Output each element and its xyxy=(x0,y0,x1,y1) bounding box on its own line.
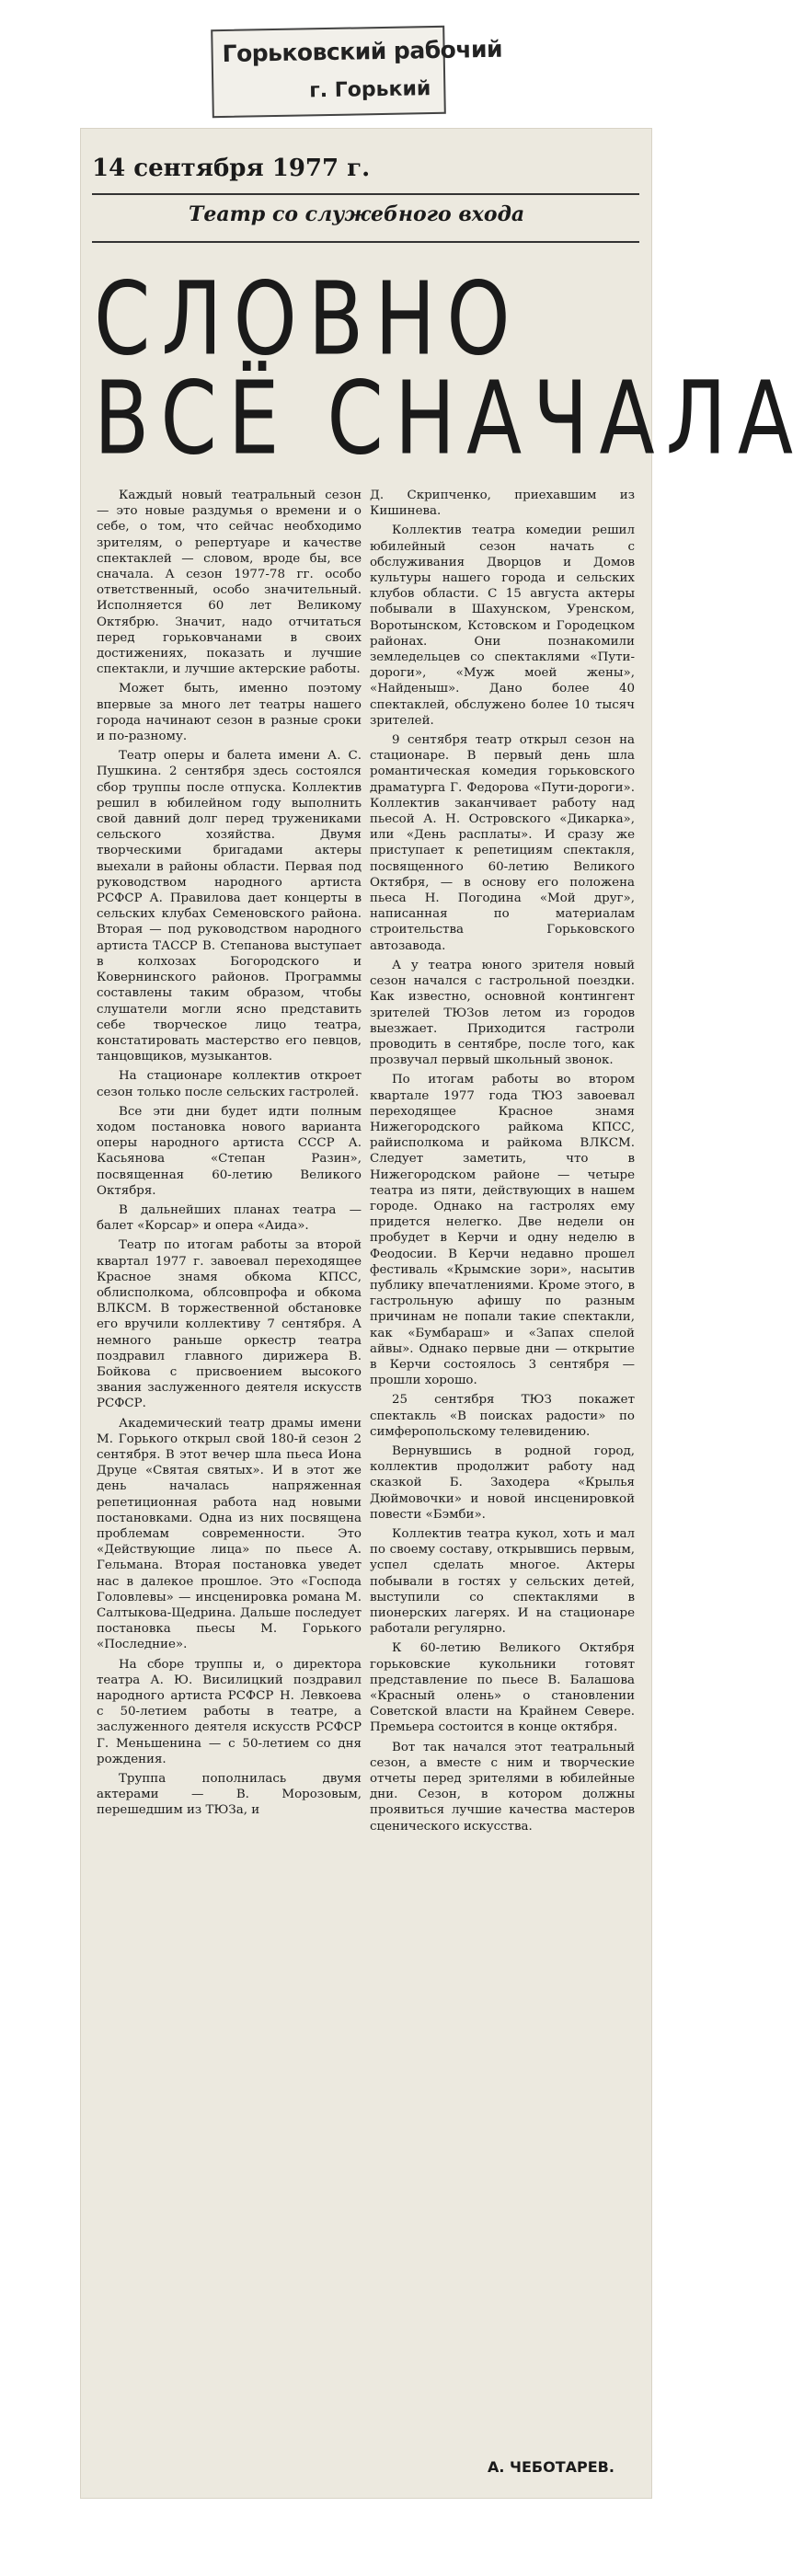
paragraph: Театр оперы и балета имени А. С. Пушкина. 2 сентября здесь состоялся сбор труппы после отпуска. Коллектив решил в юбилейном году выполнить свой давний долг перед тружениками сельского хозяйства. Двумя творческими бригадами актеры выехали в районы области. Первая под руководством народного артиста РСФСР А. Правилова дает концерты в сельских клубах Семеновского района. Вторая — под руководством народного артиста ТАССР В. Степанова выступает в колхозах Богородского и Ковернинского районов. Программы составлены таким образом, чтобы слушатели могли ясно представить себе творческое лицо театра, констатировать мастерство его певцов, танцовщиков, музыкантов. xyxy=(97,749,362,1064)
paragraph: А у театра юного зрителя новый сезон начался с гастрольной поездки. Как известно, основной контингент зрителей ТЮЗов летом из городов выезжает. Приходится гастроли проводить в сентябре, после того, как прозвучал первый школьный звонок. xyxy=(370,958,635,1068)
paragraph: 25 сентября ТЮЗ покажет спектакль «В поисках радости» по симферопольскому телевидению. xyxy=(370,1393,635,1439)
paragraph: Д. Скрипченко, приехавшим из Кишинева. xyxy=(370,489,635,519)
stamp-city: г. Горький xyxy=(309,77,431,103)
paragraph: К 60-летию Великого Октября горьковские кукольники готовят представление по пьесе В. Балашова «Красный олень» о становлении Советской власти на Крайнем Севере. Премьера состоится в конце октября. xyxy=(370,1641,635,1735)
article-title-line-2: ВСЁ СНАЧАЛА xyxy=(94,359,804,477)
paragraph: Коллектив театра комедии решил юбилейный сезон начать с обслуживания Дворцов и Домов культуры нашего города и сельских клубов области. С 15 августа актеры побывали в Шахунском, Уренском, Воротынском, Кстовском и Городецком районах. Они познакомили земледельцев со спектаклями «Пути-дороги», «Муж моей жены», «Найденыш». Дано более 40 спектаклей, обслужено более 10 тысяч зрителей. xyxy=(370,523,635,728)
paragraph: На стационаре коллектив откроет сезон только после сельских гастролей. xyxy=(97,1069,362,1099)
publication-date: 14 сентября 1977 г. xyxy=(92,155,371,182)
paragraph: Вот так начался этот театральный сезон, а вместе с ним и творческие отчеты перед зрителями в юбилейные дни. Сезон, в котором должны проявиться лучшие качества мастеров сценического искусства. xyxy=(370,1740,635,1834)
article-left-column xyxy=(97,488,362,1823)
article-title-line-1: СЛОВНО xyxy=(94,259,522,378)
paragraph: Вернувшись в родной город, коллектив продолжит работу над сказкой Б. Заходера «Крылья Дюймовочки» и новой инсценировкой повести «Бэмби». xyxy=(370,1443,635,1522)
rubric-rule xyxy=(92,241,639,243)
paragraph: Все эти дни будет идти полным ходом постановка нового варианта оперы народного артиста СССР А. Касьянова «Степан Разин», посвященная 60-летию Великого Октября. xyxy=(97,1104,362,1198)
paragraph: На сборе труппы и, о директора театра А. Ю. Висилицкий поздравил народного артиста РСФСР Н. Левкоева с 50-летием работы в театре, а заслуженного деятеля искусств РСФСР Г. Меньшенина — с 50-летием со дня рождения. xyxy=(97,1657,362,1766)
rubric-heading: Театр со служебного входа xyxy=(189,202,525,226)
stamp-newspaper-name: Горьковский рабочий xyxy=(222,35,503,68)
paragraph: Коллектив театра кукол, хоть и мал по своему составу, открывшись первым, успел сделать многое. Актеры побывали в гостях у сельских детей, выступили со спектаклями в пионерских лагерях. И на стационаре работали регулярно. xyxy=(370,1527,635,1637)
paragraph: Может быть, именно поэтому впервые за много лет театры нашего города начинают сезон в разные сроки и по-разному. xyxy=(97,682,362,744)
newspaper-stamp xyxy=(211,26,503,118)
paragraph: Академический театр драмы имени М. Горького открыл свой 180-й сезон 2 сентября. В этот вечер шла пьеса Иона Друце «Святая святых». И в этот же день началась напряженная репетиционная работа над новыми постановками. Одна из них посвящена проблемам современности. Это «Действующие лица» по пьесе А. Гельмана. Вторая постановка уведет нас в далекое прошлое. Это «Господа Головлевы» — инсценировка романа М. Салтыкова-Щедрина. Дальше последует постановка пьесы М. Горького «Последние». xyxy=(97,1416,362,1652)
top-rule xyxy=(92,193,639,195)
paragraph: 9 сентября театр открыл сезон на стационаре. В первый день шла романтическая комедия горьковского драматурга Г. Федорова «Пути-дороги». Коллектив заканчивает работу над пьесой А. Н. Островского «Дикарка», или «День расплаты». И сразу же приступает к репетициям спектакля, посвященного 60-летию Великого Октября, — в основу его положена пьеса Н. Погодина «Мой друг», написанная по материалам строительства Горьковского автозавода. xyxy=(370,733,635,953)
paragraph: В дальнейших планах театра — балет «Корсар» и опера «Аида». xyxy=(97,1202,362,1234)
paragraph: Театр по итогам работы за второй квартал 1977 г. завоевал переходящее Красное знамя обкома КПСС, облисполкома, облсовпрофа и обкома ВЛКСМ. В торжественной обстановке его вручили коллективу 7 сентября. А немного раньше оркестр театра поздравил главного дирижера В. Бойкова с присвоением высокого звания заслуженного деятеля искусств РСФСР. xyxy=(97,1238,362,1411)
paragraph: Труппа пополнилась двумя актерами — В. Морозовым, перешедшим из ТЮЗа, и xyxy=(97,1772,362,1818)
article-right-column xyxy=(370,488,635,1838)
paragraph: По итогам работы во втором квартале 1977 года ТЮЗ завоевал переходящее Красное знамя Нижегородского райкома КПСС, райисполкома и райкома ВЛКСМ. Следует заметить, что в Нижегородском районе — четыре театра из пяти, действующих в нашем городе. Однако на гастролях ему придется нелегко. Две недели он пробудет в Керчи и одну неделю в Феодосии. В Керчи недавно прошел фестиваль «Крымские зори», насытив публику впечатлениями. Кроме этого, в гастрольную афишу по разным причинам не попали такие спектакли, как «Бумбараш» и «Запах спелой айвы». Однако первые дни — открытие в Керчи состоялось 3 сентября — прошли хорошо. xyxy=(370,1073,635,1388)
paragraph: Каждый новый театральный сезон — это новые раздумья о времени и о себе, о том, что сейчас необходимо зрителям, о репертуаре и качестве спектаклей — словом, вроде бы, все сначала. А сезон 1977-78 гг. особо ответственный, особо значительный. Исполняется 60 лет Великому Октябрю. Значит, надо отчитаться перед горьковчанами в своих достижениях, показать и лучшие спектакли, и лучшие актерские работы. xyxy=(97,489,362,677)
author-signature: А. ЧЕБОТАРЕВ. xyxy=(488,2458,614,2476)
